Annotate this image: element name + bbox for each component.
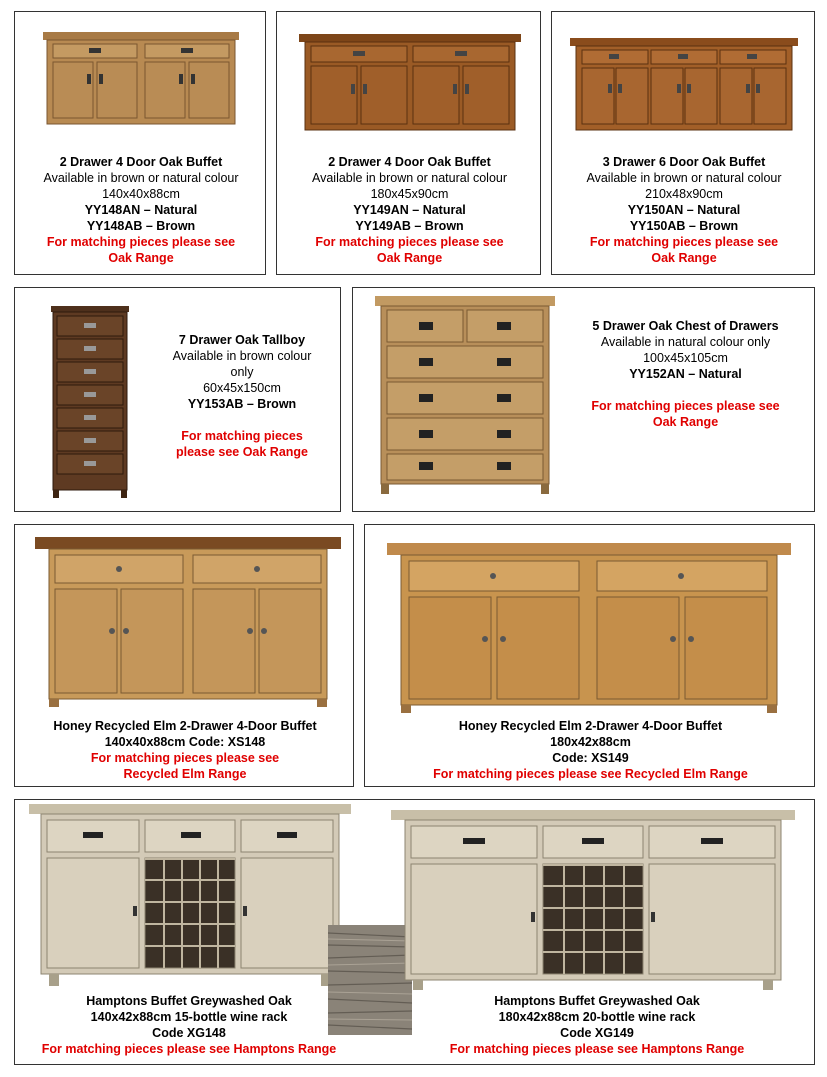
product-title: Honey Recycled Elm 2-Drawer 4-Door Buffet xyxy=(458,719,723,733)
matching-range: Oak Range xyxy=(651,251,717,265)
product-title: Hamptons Buffet Greywashed Oak xyxy=(86,994,292,1008)
product-card-xs148 xyxy=(14,524,354,787)
product-code: YY150AN – Natural xyxy=(627,203,741,217)
matching-range: please see Oak Range xyxy=(175,445,309,459)
matching-note: For matching pieces please see xyxy=(315,235,504,249)
product-code: YY152AN – Natural xyxy=(629,367,742,381)
product-dimensions-code: 140x40x88cm Code: XS148 xyxy=(104,735,266,749)
product-title: 2 Drawer 4 Door Oak Buffet xyxy=(328,155,491,169)
product-code: YY153AB – Brown xyxy=(187,397,297,411)
product-code: YY150AB – Brown xyxy=(629,219,739,233)
product-dimensions: 180x42x88cm xyxy=(550,735,631,749)
wine-rack-buffet-icon xyxy=(29,802,351,988)
product-card-xg148-xg149 xyxy=(14,799,815,1065)
product-title: 2 Drawer 4 Door Oak Buffet xyxy=(59,155,223,169)
sideboard-icon xyxy=(41,26,241,126)
tallboy-icon xyxy=(49,304,131,500)
product-card-yy149 xyxy=(276,11,541,275)
matching-range: Recycled Elm Range xyxy=(123,767,247,781)
matching-note: For matching pieces please see xyxy=(90,751,280,765)
sideboard-icon xyxy=(35,535,341,707)
product-dimensions: 180x45x90cm xyxy=(370,187,449,201)
matching-range: Oak Range xyxy=(652,415,719,429)
product-code: Code XG148 xyxy=(152,1026,226,1040)
product-availability: Available in brown or natural colour xyxy=(586,171,782,185)
product-dimensions: 180x42x88cm 20-bottle wine rack xyxy=(498,1010,696,1024)
sideboard-icon xyxy=(387,541,791,713)
matching-note: For matching pieces xyxy=(181,429,303,443)
chest-of-drawers-icon xyxy=(375,296,555,496)
product-title: Honey Recycled Elm 2-Drawer 4-Door Buffet xyxy=(53,719,317,733)
product-title: 7 Drawer Oak Tallboy xyxy=(178,333,306,347)
sideboard-icon xyxy=(570,36,798,132)
product-availability: Available in natural colour only xyxy=(600,335,771,349)
product-card-yy153 xyxy=(14,287,341,512)
matching-note: For matching pieces please see xyxy=(46,235,236,249)
product-dimensions: 140x40x88cm xyxy=(102,187,180,201)
product-card-yy148 xyxy=(14,11,266,275)
product-code: YY149AB – Brown xyxy=(355,219,464,233)
product-availability: Available in brown or natural colour xyxy=(311,171,508,185)
matching-note: For matching pieces please see xyxy=(591,399,780,413)
product-card-xs149 xyxy=(364,524,815,787)
matching-note: For matching pieces please see Recycled Elm Range xyxy=(433,767,748,781)
product-dimensions: 100x45x105cm xyxy=(643,351,728,365)
product-availability: Available in brown colour xyxy=(172,349,312,363)
matching-note: For matching pieces please see Hamptons Range xyxy=(449,1042,745,1056)
product-code: Code XG149 xyxy=(560,1026,634,1040)
product-title: Hamptons Buffet Greywashed Oak xyxy=(494,994,700,1008)
matching-note: For matching pieces please see xyxy=(589,235,779,249)
product-code: Code: XS149 xyxy=(552,751,629,765)
product-card-yy150 xyxy=(551,11,815,275)
product-title: 5 Drawer Oak Chest of Drawers xyxy=(592,319,779,333)
product-card-yy152 xyxy=(352,287,815,512)
sideboard-icon xyxy=(299,32,521,132)
matching-range: Oak Range xyxy=(376,251,443,265)
product-dimensions: 60x45x150cm xyxy=(203,381,281,395)
wine-rack-buffet-icon xyxy=(391,808,795,990)
product-dimensions: 140x42x88cm 15-bottle wine rack xyxy=(90,1010,288,1024)
matching-range: Oak Range xyxy=(108,251,174,265)
product-title: 3 Drawer 6 Door Oak Buffet xyxy=(602,155,766,169)
product-code: YY148AN – Natural xyxy=(84,203,198,217)
product-availability: only xyxy=(230,365,254,379)
product-code: YY149AN – Natural xyxy=(353,203,466,217)
matching-note: For matching pieces please see Hamptons Range xyxy=(41,1042,337,1056)
product-code: YY148AB – Brown xyxy=(86,219,196,233)
product-availability: Available in brown or natural colour xyxy=(43,171,239,185)
product-dimensions: 210x48x90cm xyxy=(645,187,723,201)
